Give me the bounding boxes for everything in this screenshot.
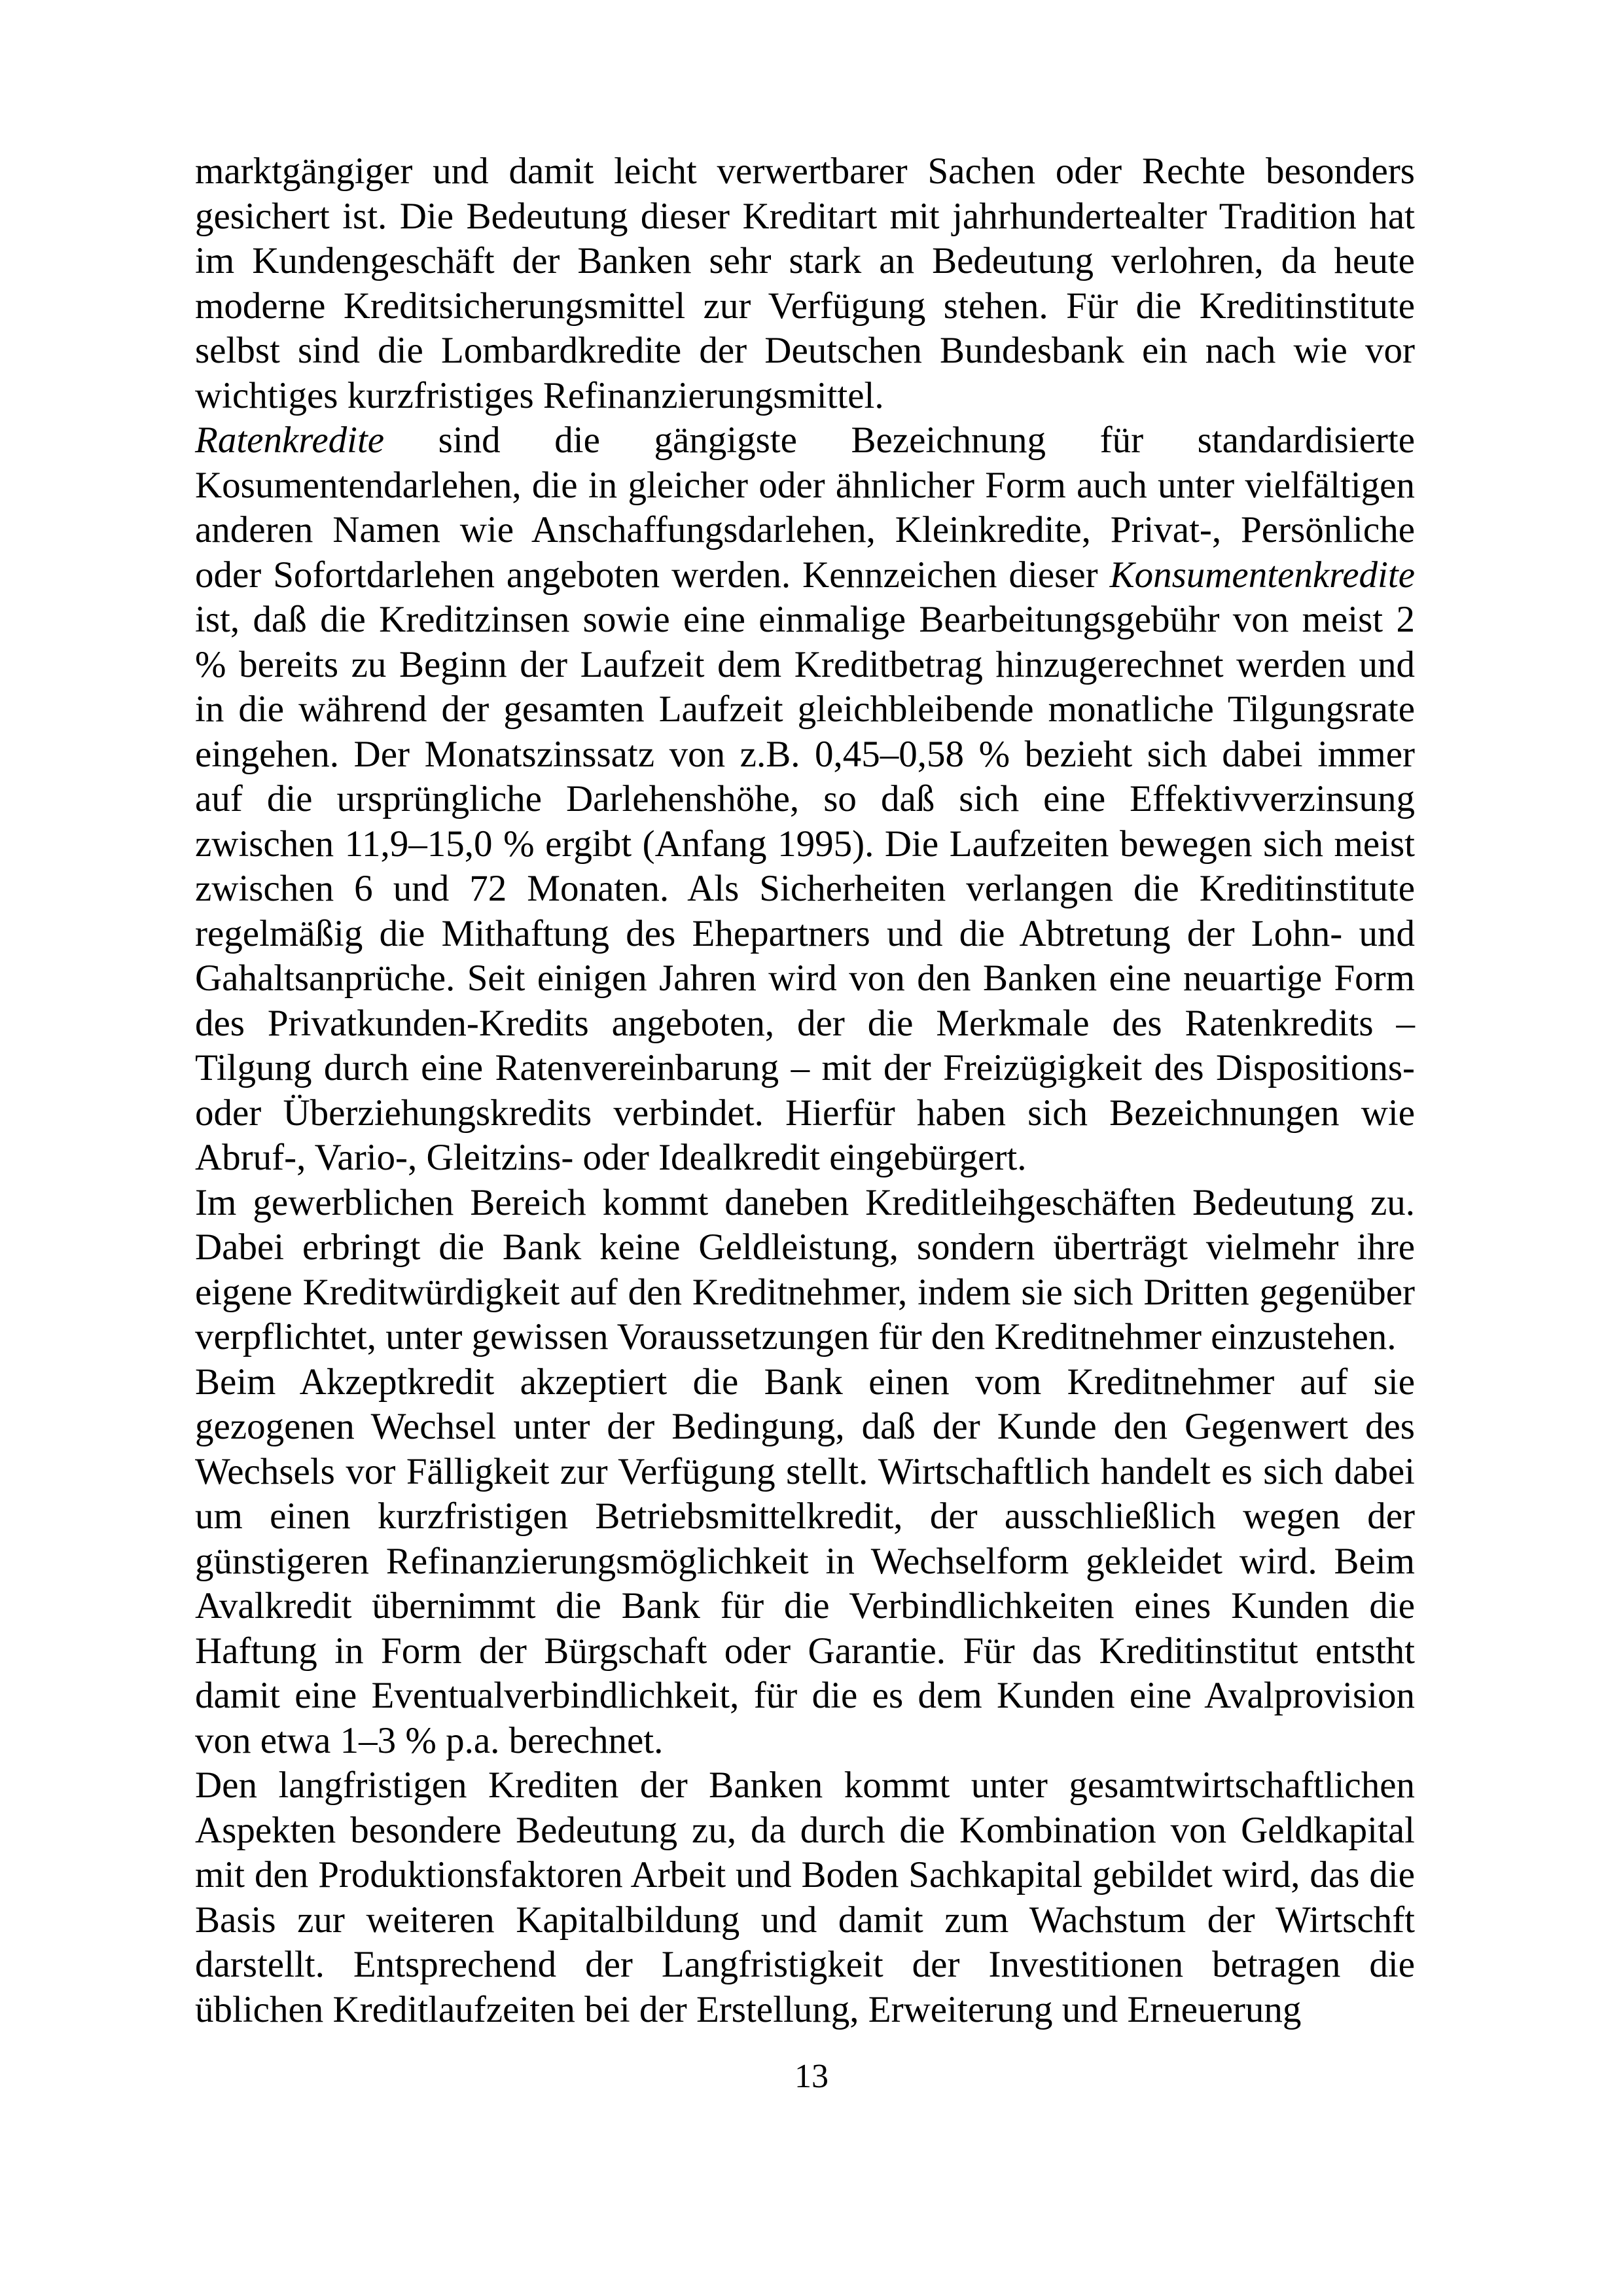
term-konsumentenkredite: Konsumentenkredite — [1109, 554, 1415, 596]
term-ratenkredite: Ratenkredite — [195, 420, 385, 461]
paragraph-ratenkredite-text-a: sind die gängigste Bezeichnung für standardisierte Kosumentendarlehen, die in gleicher oder ähnlicher Form auch unter vielfältigen anderen Namen wie Anschaffungsdarlehen, Kleinkredite, Privat-, Persönliche oder Sofortdarlehen angeboten werden. Kennzeichen dieser — [195, 420, 1415, 596]
paragraph-ratenkredite-text-b: ist, daß die Kreditzinsen sowie eine einmalige Bearbeitungsgebühr von meist 2 % bereits zu Beginn der Laufzeit dem Kreditbetrag hinzugerechnet werden und in die während der gesamten Laufzeit gleichbleibende monatliche Tilgungsrate eingehen. Der Monatszinssatz von z.B. 0,45–0,58 % bezieht sich dabei immer auf die ursprüngliche Darlehenshöhe, so daß sich eine Effektivverzinsung zwischen 11,9–15,0 % ergibt (Anfang 1995). Die Laufzeiten bewegen sich meist zwischen 6 und 72 Monaten. Als Sicherheiten verlangen die Kreditinstitute regelmäßig die Mithaftung des Ehepartners und die Abtretung der Lohn- und Gahaltsanprüche. Seit einigen Jahren wird von den Banken eine neuartige Form des Privatkunden-Kredits angeboten, der die Merkmale des Ratenkredits – Tilgung durch eine Ratenvereinbarung – mit der Freizügigkeit des Dispositions- oder Überziehungskredits verbindet. Hierfür haben sich Bezeichnungen wie Abruf-, Vario-, Gleitzins- oder Idealkredit eingebürgert. — [195, 599, 1415, 1178]
paragraph-lombardkredit: marktgängiger und damit leicht verwertbarer Sachen oder Rechte besonders gesichert ist. Die Bedeutung dieser Kreditart mit jahrhundertealter Tradition hat im Kundengeschäft der Banken sehr stark an Bedeutung verlohren, da heute moderne Kreditsicherungsmittel zur Verfügung stehen. Für die Kreditinstitute selbst sind die Lombardkredite der Deutschen Bundesbank ein nach wie vor wichtiges kurzfristiges Refinanzierungsmittel. — [195, 151, 1415, 416]
document-body — [195, 149, 1415, 2032]
paragraph-akzeptkredit: Beim Akzeptkredit akzeptiert die Bank einen vom Kreditnehmer auf sie gezogenen Wechsel unter der Bedingung, daß der Kunde den Gegenwert des Wechsels vor Fälligkeit zur Verfügung stellt. Wirtschaftlich handelt es sich dabei um einen kurzfristigen Betriebsmittelkredit, der ausschließlich wegen der günstigeren Refinanzierungsmöglichkeit in Wechselform gekleidet wird. Beim Avalkredit übernimmt die Bank für die Verbindlichkeiten eines Kunden die Haftung in Form der Bürgschaft oder Garantie. Für das Kreditinstitut entstht damit eine Eventualverbindlichkeit, für die es dem Kunden eine Avalprovision von etwa 1–3 % p.a. berechnet. — [195, 1361, 1415, 1761]
paragraph-langfristige-kredite: Den langfristigen Krediten der Banken kommt unter gesamtwirtschaftlichen Aspekten besondere Bedeutung zu, da durch die Kombination von Geldkapital mit den Produktionsfaktoren Arbeit und Boden Sachkapital gebildet wird, das die Basis zur weiteren Kapitalbildung und damit zum Wachstum der Wirtschft darstellt. Entsprechend der Langfristigkeit der Investitionen betragen die üblichen Kreditlaufzeiten bei der Erstellung, Erweiterung und Erneuerung — [195, 1765, 1415, 2030]
paragraph-kreditleihgeschaefte: Im gewerblichen Bereich kommt daneben Kreditleihgeschäften Bedeutung zu. Dabei erbringt die Bank keine Geldleistung, sondern überträgt vielmehr ihre eigene Kreditwürdigkeit auf den Kreditnehmer, indem sie sich Dritten gegenüber verpflichtet, unter gewissen Voraussetzungen für den Kreditnehmer einzustehen. — [195, 1181, 1415, 1357]
paragraph-ratenkredite — [195, 418, 1415, 1181]
page-number: 13 — [794, 2058, 829, 2095]
